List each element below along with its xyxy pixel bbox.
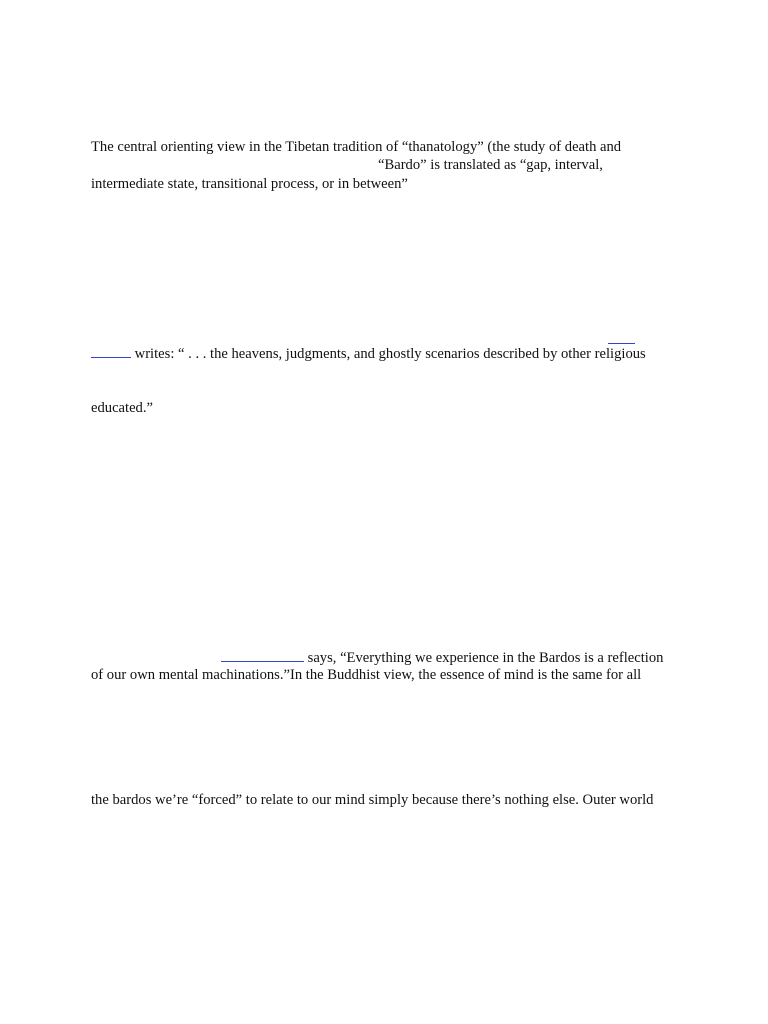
author-link-blank[interactable] (91, 344, 131, 358)
paragraph-1-line-3: intermediate state, transitional process, or in between” (91, 176, 408, 192)
speaker-link-blank[interactable] (221, 648, 304, 662)
paragraph-1-line-2: “Bardo” is translated as “gap, interval, (378, 157, 603, 173)
paragraph-4-line-1: the bardos we’re “forced” to relate to our mind simply because there’s nothing else. Outer world (91, 792, 654, 808)
paragraph-3-line-1-text: says, “Everything we experience in the Bardos is a reflection (304, 650, 664, 666)
paragraph-3-line-2: of our own mental machinations.”In the Buddhist view, the essence of mind is the same for all (91, 667, 642, 683)
paragraph-1-line-1: The central orienting view in the Tibetan tradition of “thanatology” (the study of death and (91, 139, 622, 155)
paragraph-2-line-1 (91, 344, 646, 363)
paragraph-2-line-1-text: writes: “ . . . the heavens, judgments, and ghostly scenarios described by other religious (131, 346, 646, 362)
paragraph-2-line-2: educated.” (91, 400, 153, 416)
citation-link-blank[interactable] (608, 330, 635, 344)
paragraph-3-line-1 (221, 648, 663, 667)
